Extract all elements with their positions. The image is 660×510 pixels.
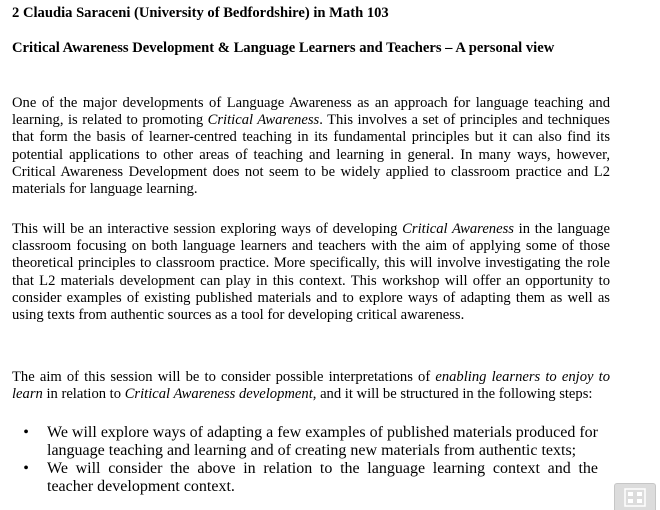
paragraph-aim-emphasis-2: Critical Awareness development	[124, 386, 313, 403]
list-item-text: We will consider the above in relation to the language learning context and the teacher development context.	[47, 460, 598, 495]
list-item-text: We will explore ways of adapting a few examples of published materials produced for language teaching and learning and of creating new materials from authentic texts;	[47, 424, 598, 459]
paragraph-aim-text-1: The aim of this session will be to consider possible interpretations of	[12, 369, 436, 385]
paragraph-aim-emphasis-1: enabling learners to enjoy to learn	[12, 369, 610, 403]
grid-menu-icon	[615, 484, 655, 510]
steps-list	[20, 424, 598, 496]
bullet-icon: •	[23, 424, 29, 441]
bullet-icon: •	[23, 460, 29, 477]
paragraph-session-text-1: This will be an interactive session exploring ways of developing	[12, 221, 403, 237]
paragraph-intro-text-1: One of the major developments of Language Awareness as an approach for language teaching and learning, is related to promoting	[12, 95, 610, 129]
paragraph-intro-text-2: . This involves a set of principles and techniques that form the basis of learner-centred teaching in its fundamental principles but it can also find its potential applications to other areas of teaching and learning in general. In many ways, however, Critical Awareness Development does not seem to be widely applied to classroom practice and L2 materials for language learning.	[12, 112, 610, 198]
list-item	[20, 460, 598, 496]
paragraph-aim	[12, 369, 610, 403]
viewer-toolbar-button[interactable]	[614, 483, 656, 510]
paragraph-session-emphasis: Critical Awareness	[402, 221, 514, 237]
paragraph-intro	[12, 95, 610, 198]
list-item	[20, 424, 598, 460]
paragraph-session	[12, 221, 610, 324]
paragraph-aim-text-2: in relation to	[42, 386, 125, 403]
paragraph-session-text-2: in the language classroom focusing on both language learners and teachers with the aim of applying some of those theoretical principles to classroom practice. More specifically, this will involve investigating the role that L2 materials development can play in this context. This workshop will offer an opportunity to consider examples of existing published materials and to explore ways of adapting them as well as using texts from authentic sources as a tool for developing critical awareness.	[12, 221, 610, 324]
paragraph-aim-text-3: , and it will be structured in the following steps:	[312, 386, 593, 403]
paragraph-intro-emphasis: Critical Awareness	[207, 112, 320, 129]
session-heading: 2 Claudia Saraceni (University of Bedfordshire) in Math 103	[12, 5, 389, 21]
session-title: Critical Awareness Development & Language Learners and Teachers – A personal view	[12, 40, 555, 56]
